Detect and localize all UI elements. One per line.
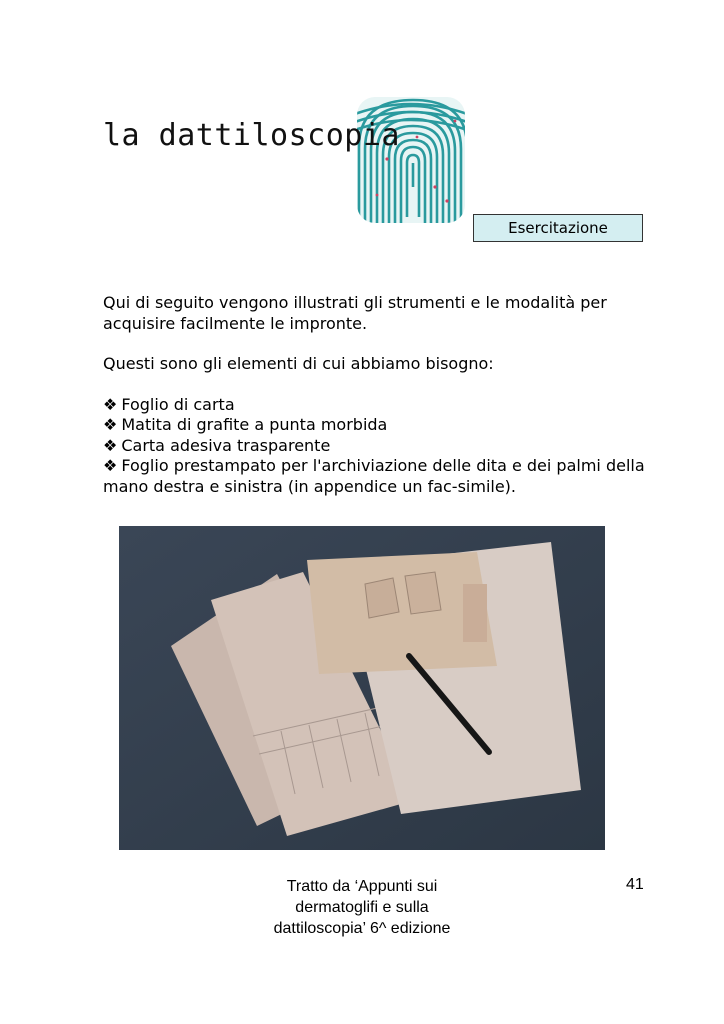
list-item: ❖ Matita di grafite a punta morbida xyxy=(103,415,388,434)
list-item: ❖ Foglio prestampato per l'archiviazione delle dita e dei palmi della mano destra e sinistra (in appendice un fac-simile). xyxy=(103,456,645,496)
diamond-bullet-icon: ❖ xyxy=(103,435,118,455)
footer-credit: Tratto da ‘Appunti sui dermatoglifi e sulla dattiloscopia’ 6^ edizione xyxy=(273,878,451,937)
materials-heading: Questi sono gli elementi di cui abbiamo bisogno: xyxy=(103,354,494,373)
diamond-bullet-icon: ❖ xyxy=(103,456,118,475)
materials-list xyxy=(103,395,663,498)
page-number: 41 xyxy=(626,876,644,893)
list-item: ❖ Foglio di carta xyxy=(103,394,235,414)
intro-paragraph: Qui di seguito vengono illustrati gli strumenti e le modalità per acquisire facilmente le impronte. xyxy=(103,293,607,333)
diamond-bullet-icon: ❖ xyxy=(103,394,118,414)
intro-section xyxy=(103,293,663,497)
exercise-badge: Esercitazione xyxy=(473,214,643,242)
page-title: la dattiloscopia xyxy=(103,118,400,153)
list-item: ❖ Carta adesiva trasparente xyxy=(103,435,331,455)
fingerprint-icon xyxy=(357,97,465,223)
diamond-bullet-icon: ❖ xyxy=(103,415,118,434)
materials-photo xyxy=(119,526,605,850)
